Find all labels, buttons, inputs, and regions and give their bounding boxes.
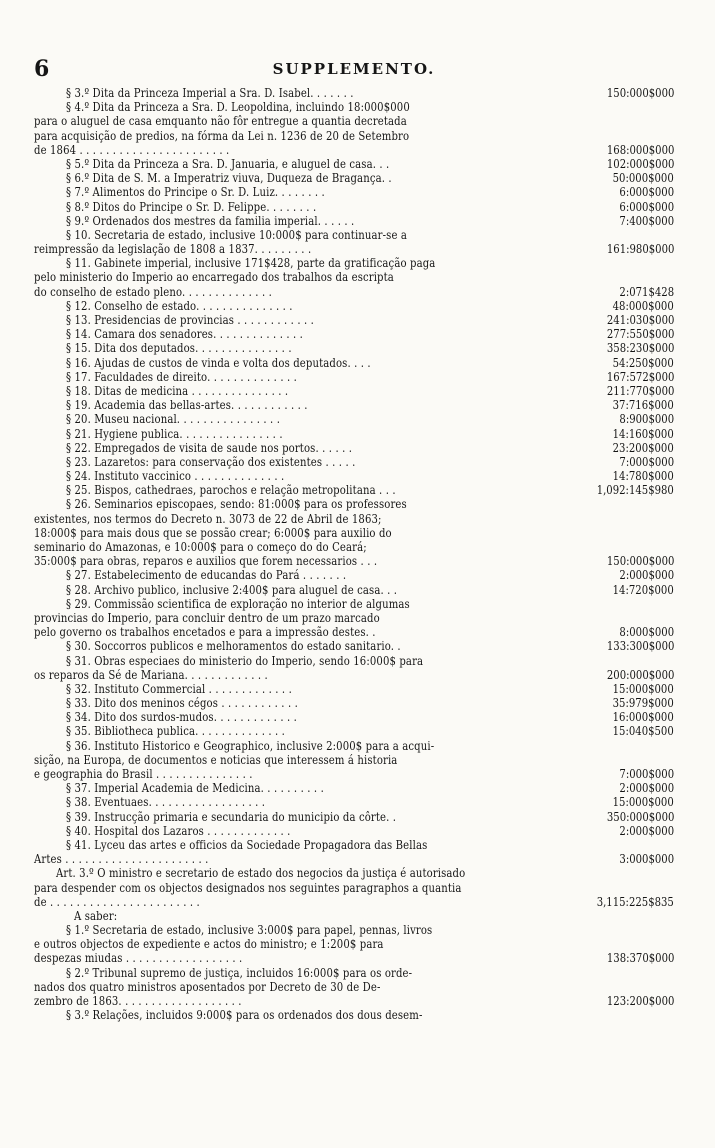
line-text: § 2.º Tribunal supremo de justiça, incluidos 16:000$ para os orde- (66, 965, 413, 980)
document-line (34, 185, 674, 199)
line-text: Art. 3.º O ministro e secretario de estado dos negocios da justiça é autorisado (56, 866, 466, 881)
line-text: § 21. Hygiene publica. . . . . . . . . . . . . . . . (66, 426, 283, 441)
line-text: § 40. Hospital dos Lazaros . . . . . . . . . . . . . (66, 823, 291, 838)
line-text: § 20. Museu nacional. . . . . . . . . . . . . . . . (66, 412, 281, 427)
document-line (34, 696, 674, 710)
line-text: § 30. Soccorros publicos e melhoramentos do estado sanitario. . (66, 639, 401, 654)
document-line (34, 710, 674, 724)
document-line (34, 824, 674, 838)
line-amount: 54:250$000 (612, 355, 674, 370)
line-text: 18:000$ para mais dous que se possão crear; 6:000$ para auxilio do (34, 525, 392, 540)
document-line (34, 966, 674, 980)
line-text: § 10. Secretaria de estado, inclusive 10:000$ para continuar-se a (66, 227, 408, 242)
document-line (34, 157, 674, 171)
document-line (34, 341, 674, 355)
document-line (34, 881, 674, 895)
line-text: despezas miudas . . . . . . . . . . . . . . . . . . (34, 951, 243, 966)
line-amount: 350:000$000 (606, 809, 674, 824)
line-amount: 15:040$500 (612, 724, 674, 739)
document-line (34, 100, 674, 114)
line-amount: 200:000$000 (606, 667, 674, 682)
line-text: § 22. Empregados de visita de saude nos portos. . . . . . (66, 440, 353, 455)
line-text: pelo ministerio do Imperio ao encarregado dos trabalhos da escripta (34, 270, 394, 285)
line-text: para despender com os objectos designados nos seguintes paragraphos a quantia (34, 880, 462, 895)
line-text: § 24. Instituto vaccinico . . . . . . . . . . . . . . (66, 469, 285, 484)
document-body (34, 86, 674, 1022)
line-text: § 25. Bispos, cathedraes, parochos e relação metropolitana . . . (66, 483, 396, 498)
document-line (34, 838, 674, 852)
document-line (34, 923, 674, 937)
line-text: § 35. Bibliotheca publica. . . . . . . . . . . . . . (66, 724, 286, 739)
document-line (34, 86, 674, 100)
document-line (34, 781, 674, 795)
line-text: § 5.º Dita da Princeza a Sra. D. Januaria, e aluguel de casa. . . (66, 156, 390, 171)
document-line (34, 810, 674, 824)
document-line (34, 909, 674, 923)
line-amount: 150:000$000 (606, 554, 674, 569)
document-line (34, 171, 674, 185)
line-text: § 26. Seminarios episcopaes, sendo: 81:000$ para os professores (66, 497, 407, 512)
line-text: do conselho de estado pleno. . . . . . . . . . . . . . (34, 284, 272, 299)
line-text: § 19. Academia das bellas-artes. . . . . . . . . . . . (66, 398, 308, 413)
line-text: 35:000$ para obras, reparos e auxilios que forem necessarios . . . (34, 554, 378, 569)
line-text: § 31. Obras especiaes do ministerio do Imperio, sendo 16:000$ para (66, 653, 424, 668)
line-amount: 14:720$000 (612, 582, 674, 597)
document-line (34, 951, 674, 965)
document-line (34, 895, 674, 909)
line-amount: 2:000$000 (619, 781, 674, 796)
line-amount: 3,115:225$835 (596, 894, 674, 909)
document-line (34, 568, 674, 582)
line-amount: 211:770$000 (606, 383, 674, 398)
line-text: Artes . . . . . . . . . . . . . . . . . . . . . . (34, 852, 209, 867)
document-line (34, 795, 674, 809)
document-line (34, 724, 674, 738)
line-amount: 167:572$000 (606, 369, 674, 384)
document-line (34, 398, 674, 412)
document-line (34, 597, 674, 611)
line-amount: 7:000$000 (619, 454, 674, 469)
line-text: para acquisição de predios, na fórma da Lei n. 1236 de 20 de Setembro (34, 128, 410, 143)
line-text: § 34. Dito dos surdos-mudos. . . . . . . . . . . . . (66, 710, 297, 725)
document-line (34, 512, 674, 526)
document-line (34, 668, 674, 682)
line-text: § 29. Commissão scientifica de exploração no interior de algumas (66, 596, 410, 611)
line-amount: 6:000$000 (619, 185, 674, 200)
line-amount: 14:160$000 (612, 426, 674, 441)
document-line (34, 540, 674, 554)
line-text: § 38. Eventuaes. . . . . . . . . . . . . . . . . . (66, 795, 266, 810)
document-line (34, 497, 674, 511)
line-text: § 36. Instituto Historico e Geographico, inclusive 2:000$ para a acqui- (66, 738, 435, 753)
document-line (34, 299, 674, 313)
line-text: reimpressão da legislação de 1808 a 1837. . . . . . . . . (34, 242, 312, 257)
line-amount: 102:000$000 (606, 156, 674, 171)
document-line (34, 980, 674, 994)
document-line (34, 852, 674, 866)
line-text: para o aluguel de casa emquanto não fôr entregue a quantia decretada (34, 114, 407, 129)
page-number: 6 (34, 56, 50, 82)
line-amount: 48:000$000 (612, 298, 674, 313)
line-text: seminario do Amazonas, e 10:000$ para o começo do do Ceará; (34, 540, 367, 554)
line-amount: 138:370$000 (606, 951, 674, 966)
document-line (34, 256, 674, 270)
document-line (34, 483, 674, 497)
line-text: existentes, nos termos do Decreto n. 3073 de 22 de Abril de 1863; (34, 511, 382, 526)
line-amount: 3:000$000 (619, 852, 674, 867)
line-text: § 3.º Dita da Princeza Imperial a Sra. D. Isabel. . . . . . . (66, 86, 354, 100)
line-text: § 41. Lyceu das artes e officios da Sociedade Propagadora das Bellas (66, 837, 428, 852)
document-line (34, 469, 674, 483)
document-line (34, 384, 674, 398)
line-amount: 37:716$000 (612, 398, 674, 413)
line-amount: 14:780$000 (612, 469, 674, 484)
document-line (34, 625, 674, 639)
line-amount: 241:030$000 (606, 313, 674, 327)
line-amount: 1,092:145$980 (596, 483, 674, 498)
line-amount: 2:000$000 (619, 823, 674, 838)
line-text: sição, na Europa, de documentos e noticias que interessem á historia (34, 752, 398, 767)
line-text: § 27. Estabelecimento de educandas do Pará . . . . . . . (66, 568, 347, 583)
line-text: de . . . . . . . . . . . . . . . . . . . . . . . (34, 894, 200, 909)
line-text: § 16. Ajudas de custos de vinda e volta dos deputados. . . . (66, 355, 371, 370)
document-line (34, 767, 674, 781)
line-text: § 8.º Ditos do Principe o Sr. D. Felippe. . . . . . . . (66, 199, 317, 214)
line-text: § 7.º Alimentos do Principe o Sr. D. Luiz. . . . . . . . (66, 185, 325, 200)
document-line (34, 994, 674, 1008)
line-text: § 12. Conselho de estado. . . . . . . . . . . . . . . (66, 298, 293, 313)
page-header (34, 56, 674, 80)
line-amount: 6:000$000 (619, 199, 674, 214)
document-line (34, 200, 674, 214)
line-amount: 133:300$000 (606, 639, 674, 654)
line-amount: 35:979$000 (612, 696, 674, 711)
document-line (34, 455, 674, 469)
line-amount: 8:900$000 (619, 412, 674, 427)
line-text: § 1.º Secretaria de estado, inclusive 3:000$ para papel, pennas, livros (66, 923, 433, 938)
line-text: § 23. Lazaretos: para conservação dos existentes . . . . . (66, 454, 356, 469)
line-amount: 23:200$000 (612, 440, 674, 455)
line-amount: 358:230$000 (606, 341, 674, 356)
line-text: provincias do Imperio, para concluir dentro de um prazo marcado (34, 610, 380, 625)
line-amount: 168:000$000 (606, 142, 674, 157)
line-text: § 37. Imperial Academia de Medicina. . . . . . . . . . (66, 781, 324, 796)
document-line (34, 214, 674, 228)
line-text: pelo governo os trabalhos encetados e para a impressão destes. . (34, 625, 376, 640)
line-text: § 3.º Relações, incluidos 9:000$ para os ordenados dos dous desem- (66, 1008, 423, 1023)
line-amount: 161:980$000 (606, 242, 674, 257)
document-line (34, 441, 674, 455)
document-line (34, 412, 674, 426)
document-line (34, 327, 674, 341)
document-line (34, 427, 674, 441)
line-text: § 6.º Dita de S. M. a Imperatriz viuva, Duqueza de Bragança. . (66, 171, 392, 186)
line-text: § 15. Dita dos deputados. . . . . . . . . . . . . . . (66, 341, 292, 356)
line-text: § 9.º Ordenados dos mestres da familia imperial. . . . . . (66, 213, 355, 228)
line-amount: 8:000$000 (619, 625, 674, 640)
line-amount: 15:000$000 (612, 681, 674, 696)
line-text: § 11. Gabinete imperial, inclusive 171$428, parte da gratificação paga (66, 256, 436, 271)
line-text: § 28. Archivo publico, inclusive 2:400$ para aluguel de casa. . . (66, 582, 398, 597)
line-amount: 15:000$000 (612, 795, 674, 810)
document-line (34, 554, 674, 568)
line-amount: 7:400$000 (619, 213, 674, 228)
document-line (34, 370, 674, 384)
line-text: zembro de 1863. . . . . . . . . . . . . . . . . . . (34, 994, 242, 1008)
document-line (34, 739, 674, 753)
line-amount: 2:071$428 (619, 284, 674, 299)
document-line (34, 639, 674, 653)
line-text: § 14. Camara dos senadores. . . . . . . . . . . . . . (66, 327, 304, 342)
document-line (34, 356, 674, 370)
document-line (34, 1008, 674, 1022)
document-line (34, 753, 674, 767)
document-line (34, 143, 674, 157)
line-amount: 2:000$000 (619, 568, 674, 583)
document-line (34, 654, 674, 668)
line-amount: 277:550$000 (606, 327, 674, 342)
line-amount: 16:000$000 (612, 710, 674, 725)
line-text: § 18. Ditas de medicina . . . . . . . . . . . . . . . (66, 383, 289, 398)
line-text: § 33. Dito dos meninos cégos . . . . . . . . . . . . (66, 696, 298, 711)
document-line (34, 285, 674, 299)
page-title: SUPPLEMENTO. (272, 60, 436, 78)
line-amount: 123:200$000 (606, 994, 674, 1008)
document-line (34, 270, 674, 284)
document-line (34, 682, 674, 696)
document-line (34, 313, 674, 327)
line-text: § 4.º Dita da Princeza a Sra. D. Leopoldina, incluindo 18:000$000 (66, 100, 410, 115)
document-line (34, 611, 674, 625)
document-line (34, 526, 674, 540)
line-text: de 1864 . . . . . . . . . . . . . . . . . . . . . . . (34, 142, 230, 157)
line-text: os reparos da Sé de Mariana. . . . . . . . . . . . . (34, 667, 268, 682)
line-text: A saber: (74, 908, 118, 923)
line-text: § 17. Faculdades de direito. . . . . . . . . . . . . . (66, 369, 297, 384)
line-text: § 13. Presidencias de provincias . . . . . . . . . . . . (66, 313, 314, 327)
document-line (34, 242, 674, 256)
line-text: § 39. Instrucção primaria e secundaria do municipio da côrte. . (66, 809, 397, 824)
line-text: e geographia do Brasil . . . . . . . . . . . . . . . (34, 767, 253, 781)
document-line (34, 228, 674, 242)
document-line (34, 129, 674, 143)
line-text: nados dos quatro ministros aposentados por Decreto de 30 de De- (34, 979, 381, 994)
line-text: § 32. Instituto Commercial . . . . . . . . . . . . . (66, 681, 292, 696)
document-line (34, 114, 674, 128)
line-amount: 50:000$000 (612, 171, 674, 186)
line-amount: 150:000$000 (606, 86, 674, 100)
line-amount: 7:000$000 (619, 767, 674, 781)
line-text: e outros objectos de expediente e actos do ministro; e 1:200$ para (34, 937, 384, 952)
document-line (34, 583, 674, 597)
document-line (34, 937, 674, 951)
document-line (34, 866, 674, 880)
